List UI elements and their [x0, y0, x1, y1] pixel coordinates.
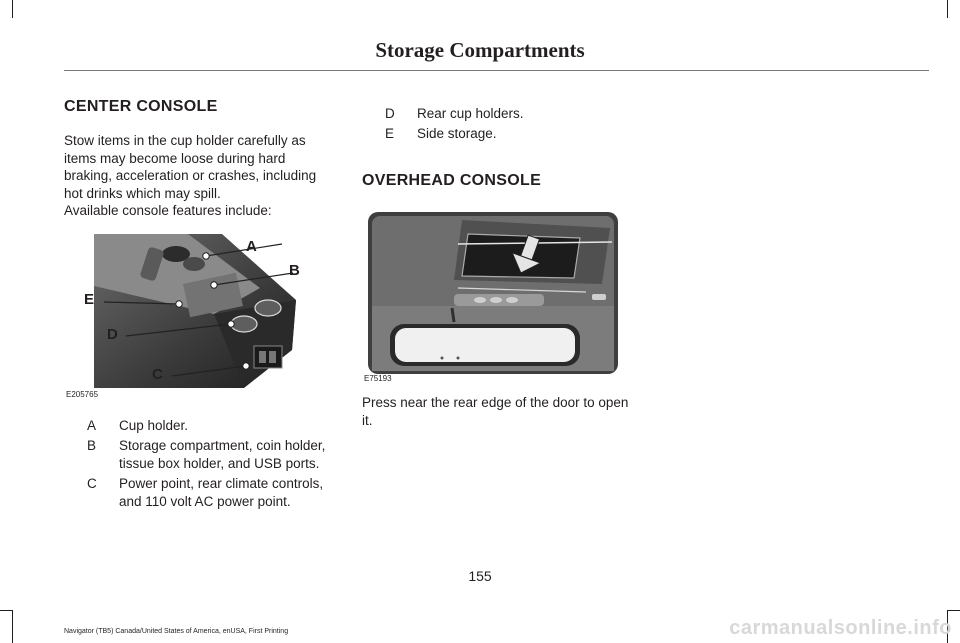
crop-mark-bottom-right-h	[947, 610, 960, 611]
list-item-e	[385, 125, 635, 143]
item-letter: B	[87, 438, 97, 453]
overhead-instruction: Press near the rear edge of the door to open it.	[362, 395, 629, 428]
callout-e: E	[84, 291, 95, 308]
section-heading-center-console: CENTER CONSOLE	[64, 98, 218, 115]
figure-code: E75193	[364, 374, 392, 383]
page-title: Storage Compartments	[375, 38, 585, 62]
item-text: Power point, rear climate controls, and 110 volt AC power point.	[119, 476, 324, 509]
item-text: Cup holder.	[119, 418, 189, 433]
list-item-b	[87, 437, 337, 473]
crop-mark-bottom-left-v	[12, 610, 13, 643]
crop-mark-bottom-left-h	[0, 610, 12, 611]
watermark: carmanualsonline.info	[729, 617, 952, 639]
item-letter: E	[385, 126, 395, 141]
center-console-figure	[64, 228, 336, 404]
item-letter: C	[87, 476, 97, 491]
callout-a: A	[246, 238, 257, 255]
item-text: Rear cup holders.	[417, 106, 524, 121]
footer-text: Navigator (TB5) Canada/United States of America, enUSA, First Printing	[64, 628, 289, 635]
callout-c: C	[152, 366, 163, 383]
header-rule	[64, 70, 929, 71]
item-text: Side storage.	[417, 126, 497, 141]
overhead-console-figure	[362, 208, 634, 386]
figure-code: E205765	[66, 390, 99, 399]
center-console-illustration	[64, 228, 336, 404]
item-letter: D	[385, 106, 395, 121]
list-item-a	[87, 417, 337, 435]
intro-paragraph: Stow items in the cup holder carefully as items may become loose during hard braking, acceleration or crashes, including hot drinks which may spill.	[64, 133, 317, 201]
features-intro: Available console features include:	[64, 203, 272, 218]
callout-d: D	[107, 326, 118, 343]
section-heading-overhead-console: OVERHEAD CONSOLE	[362, 172, 542, 189]
page-number: 155	[468, 568, 492, 584]
crop-mark-top-left-v	[12, 0, 13, 18]
callout-b: B	[289, 262, 300, 279]
list-item-c	[87, 475, 337, 511]
overhead-console-illustration	[362, 208, 634, 386]
item-letter: A	[87, 418, 97, 433]
list-item-d	[385, 105, 635, 123]
crop-mark-top-right-v	[947, 0, 948, 18]
item-text: Storage compartment, coin holder, tissue box holder, and USB ports.	[119, 438, 326, 471]
